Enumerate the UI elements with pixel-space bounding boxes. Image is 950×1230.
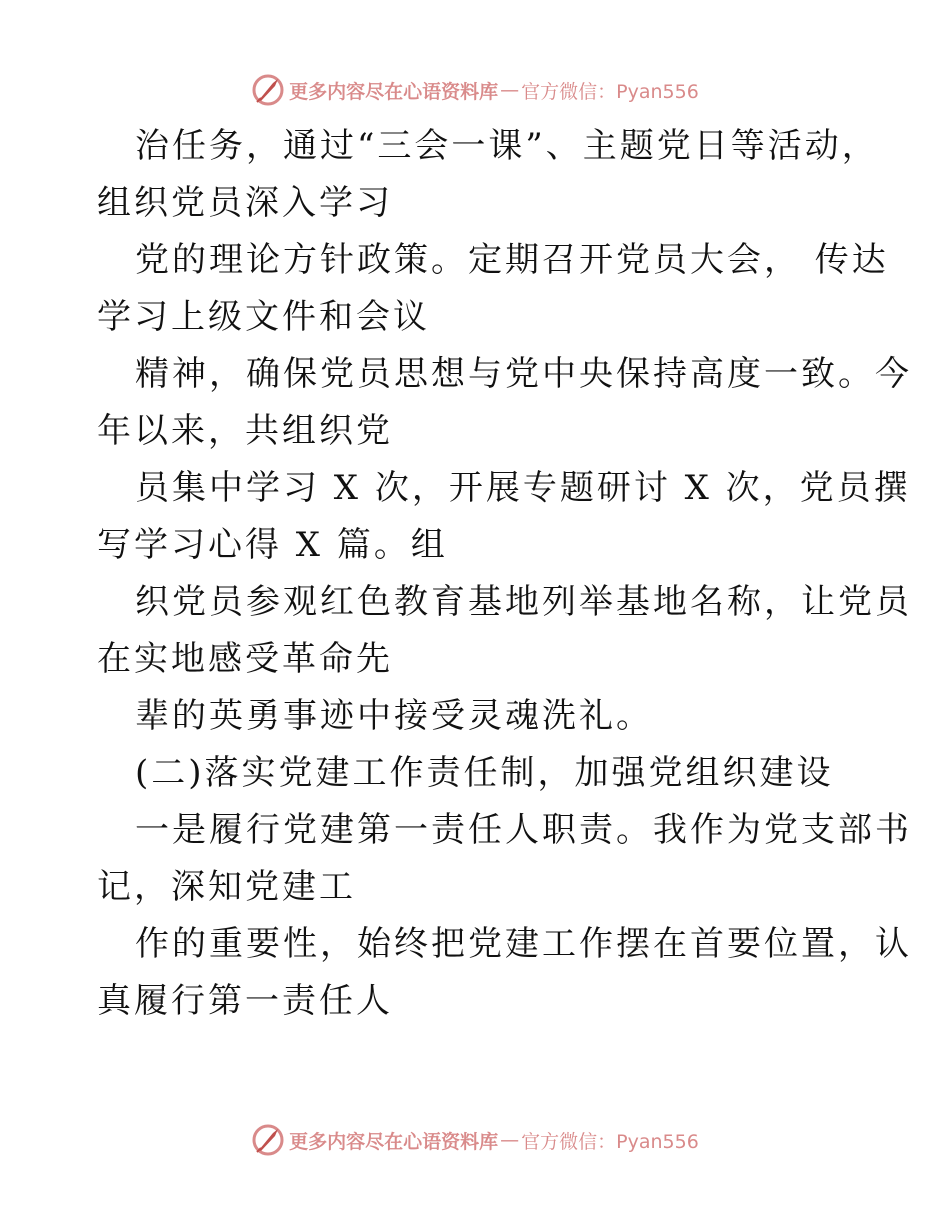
quill-logo-icon — [251, 1123, 285, 1157]
header-watermark — [0, 70, 950, 110]
text-line: 年以来，共组织党 — [97, 411, 393, 451]
text-line: 组织党员深入学习 — [97, 183, 393, 223]
text-line: 作的重要性，始终把党建工作摆在首要位置，认 — [135, 924, 912, 964]
watermark-text: 更多内容尽在心语资料库 — [289, 80, 499, 103]
quill-logo-icon — [251, 73, 285, 107]
watermark-wechat: 官方微信：Pyan556 — [521, 80, 699, 103]
text-line: 治任务，通过“三会一课”、主题党日等活动， — [135, 126, 879, 166]
text-line: 精神，确保党员思想与党中央保持高度一致。今 — [135, 354, 912, 394]
text-line: 学习上级文件和会议 — [97, 297, 430, 337]
text-line: 记，深知党建工 — [97, 867, 356, 907]
text-line: 员集中学习 X 次，开展专题研讨 X 次，党员撰 — [135, 468, 911, 508]
document-body — [97, 118, 912, 1030]
text-line: 党的理论方针政策。定期召开党员大会， 传达 — [135, 240, 889, 280]
text-line: 在实地感受革命先 — [97, 639, 393, 679]
text-line: 辈的英勇事迹中接受灵魂洗礼。 — [135, 696, 653, 736]
text-line: 一是履行党建第一责任人职责。我作为党支部书 — [135, 810, 912, 850]
text-line: 写学习心得 X 篇。组 — [97, 525, 448, 565]
section-heading: (二)落实党建工作责任制，加强党组织建设 — [135, 753, 834, 793]
watermark-wechat: 官方微信：Pyan556 — [521, 1130, 699, 1153]
text-line: 织党员参观红色教育基地列举基地名称，让党员 — [135, 582, 912, 622]
text-line: 真履行第一责任人 — [97, 981, 393, 1021]
watermark-separator: — — [500, 79, 520, 101]
watermark-separator: — — [500, 1129, 520, 1151]
footer-watermark — [0, 1120, 950, 1160]
watermark-text: 更多内容尽在心语资料库 — [289, 1130, 499, 1153]
